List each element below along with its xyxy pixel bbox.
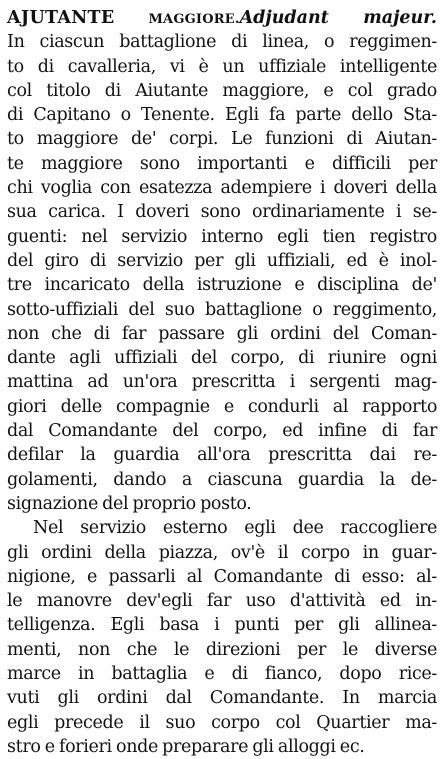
french-translation: Adjudant majeur.: [239, 8, 437, 28]
paragraph-2: [7, 516, 437, 759]
dictionary-page: [7, 6, 437, 759]
text-line: te maggiore sono importanti e difficili per: [7, 153, 437, 174]
text-line: gli ordini della piazza, ov'è il corpo in guar-: [7, 542, 437, 563]
text-line: telligenza. Egli basa i punti per gli allinea-: [7, 615, 437, 636]
text-line: tre incaricato della istruzione e disciplina de': [7, 275, 437, 296]
text-line: sotto-uffiziali del suo battaglione o reggimento,: [7, 299, 437, 320]
text-line: di Capitano o Tenente. Egli fa parte dello Sta-: [7, 105, 437, 126]
text-line: dal Comandante del corpo, ed infine di far: [7, 421, 437, 442]
text-line: giori delle compagnie e condurli al rapporto: [7, 396, 437, 417]
text-line: le manovre dev'egli far uso d'attività ed in-: [7, 591, 437, 612]
text-line: In ciascun battaglione di linea, o reggimen-: [7, 32, 437, 53]
entry-heading: [7, 6, 437, 30]
text-line: defilar la guardia all'ora prescritta dai re-: [7, 445, 437, 466]
headword: AJUTANTE: [7, 8, 115, 28]
text-line: vuti gli ordini dal Comandante. In marcia: [7, 688, 437, 709]
text-line: sua carica. I doveri sono ordinariamente i se-: [7, 202, 437, 223]
text-line: dante agli uffiziali del corpo, di riunire ogni: [7, 348, 437, 369]
text-line: Nel servizio esterno egli dee raccogliere: [33, 518, 437, 539]
text-line: col titolo di Aiutante maggiore, e col grado: [7, 80, 437, 101]
text-line: egli precede il suo corpo col Quartier ma-: [7, 712, 437, 733]
text-line: non che di far passare gli ordini del Coman-: [7, 323, 437, 344]
text-line: signazione del proprio posto.: [7, 493, 252, 514]
text-line: nigione, e passarli al Comandante di esso: al-: [7, 566, 437, 587]
text-line: menti, non che le direzioni per le diverse: [7, 639, 437, 660]
headword-small-caps: MAGGIORE.: [148, 12, 240, 27]
paragraph-1: [7, 30, 437, 516]
text-line: guenti: nel servizio interno egli tien registro: [7, 226, 437, 247]
text-line: del giro di servizio per gli uffiziali, ed è inol-: [7, 250, 437, 271]
text-line: chi voglia con esatezza adempiere i doveri della: [7, 178, 437, 199]
text-line: stro e forieri onde preparare gli alloggi ec.: [7, 736, 365, 757]
text-line: to maggiore de' corpi. Le funzioni di Aiutan-: [7, 129, 437, 150]
text-line: mattina ad un'ora prescritta i sergenti mag-: [7, 372, 437, 393]
text-line: golamenti, dando a ciascuna guardia la de-: [7, 469, 437, 490]
text-line: to di cavalleria, vi è un uffiziale intelligente: [7, 56, 437, 77]
text-line: marce in battaglia e di fianco, dopo rice-: [7, 664, 437, 685]
